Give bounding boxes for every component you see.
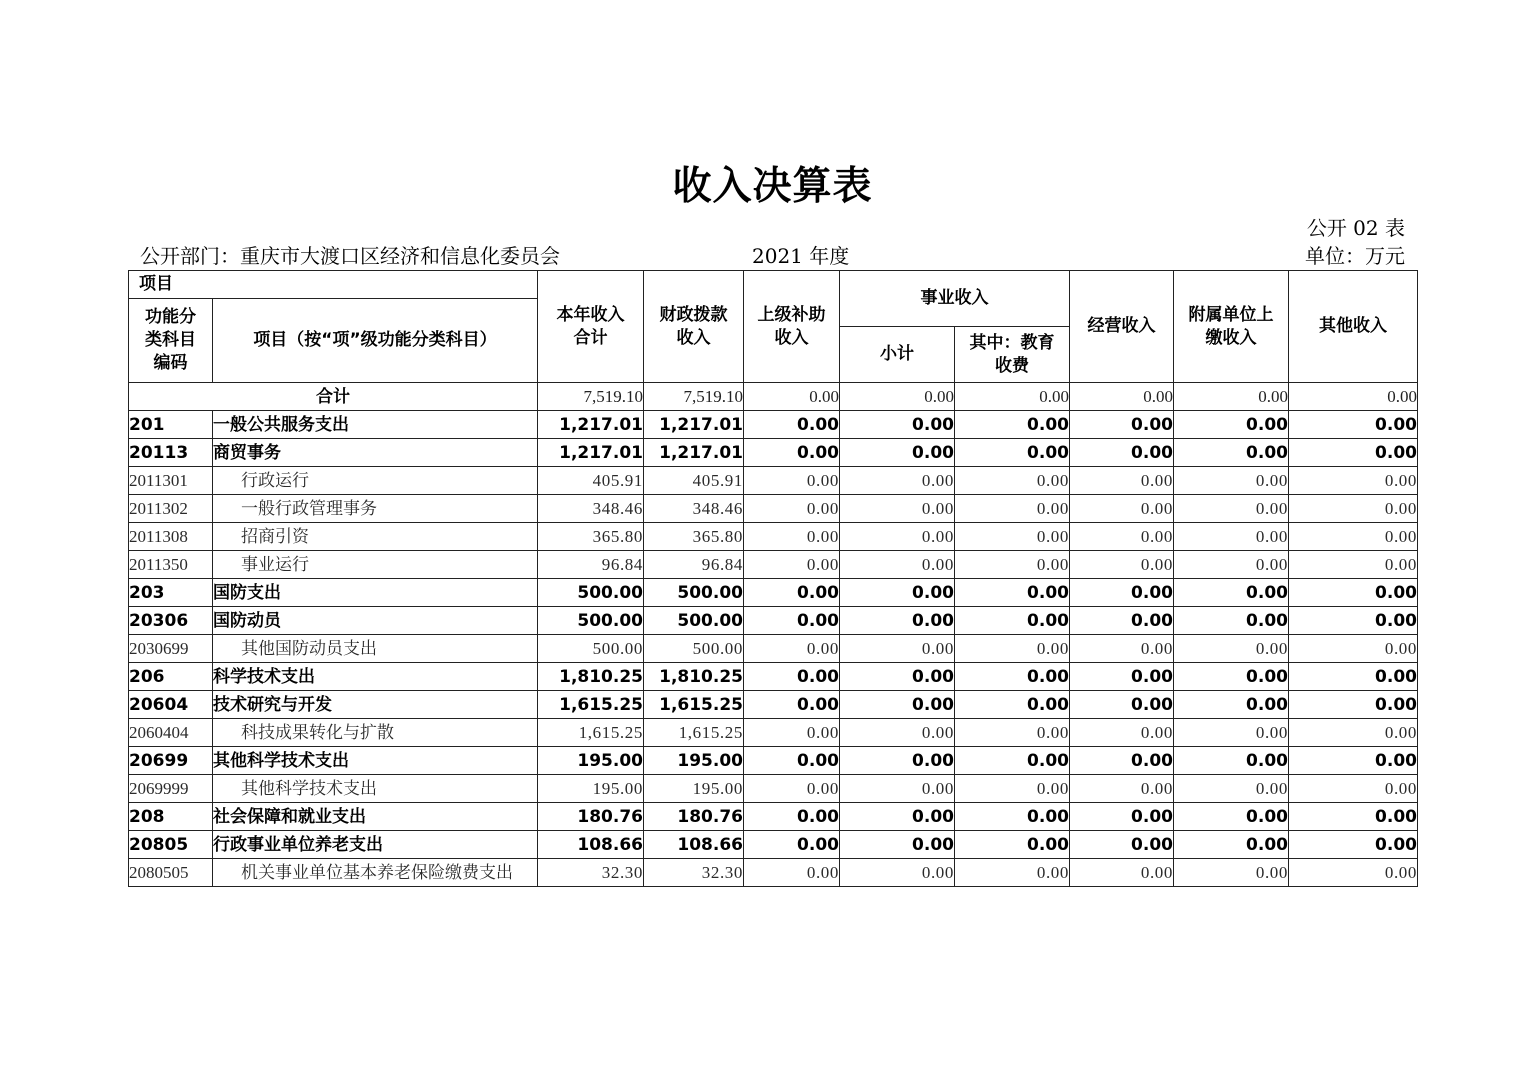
header-function-code-label: 功能分类科目编码 <box>145 307 196 373</box>
cell-total-income: 108.66 <box>538 831 644 859</box>
cell-affiliated-income: 0.00 <box>1174 467 1289 495</box>
cell-operating-income: 0.00 <box>1070 467 1174 495</box>
cell-affiliated-income: 0.00 <box>1174 607 1289 635</box>
cell-other-income: 0.00 <box>1289 747 1418 775</box>
table-row <box>129 691 1418 719</box>
cell-operating-income: 0.00 <box>1070 439 1174 467</box>
row-code: 206 <box>129 663 213 691</box>
table-header <box>129 271 1418 383</box>
row-code: 2011308 <box>129 523 213 551</box>
row-name: 科技成果转化与扩散 <box>213 719 538 747</box>
cell-other-income: 0.00 <box>1289 803 1418 831</box>
cell-operating-income: 0.00 <box>1070 859 1174 887</box>
cell-operating-income: 0.00 <box>1070 607 1174 635</box>
cell-fiscal-allocation: 32.30 <box>644 859 744 887</box>
cell-business-subtotal: 0.00 <box>840 803 955 831</box>
cell-education-fees: 0.00 <box>955 831 1070 859</box>
cell-total-income: 1,615.25 <box>538 691 644 719</box>
cell-education-fees: 0.00 <box>955 719 1070 747</box>
cell-total-income: 1,615.25 <box>538 719 644 747</box>
cell-fiscal-allocation: 365.80 <box>644 523 744 551</box>
cell-business-subtotal: 0.00 <box>840 551 955 579</box>
table-row <box>129 467 1418 495</box>
cell-superior-subsidy: 0.00 <box>744 551 840 579</box>
department-label: 公开部门：重庆市大渡口区经济和信息化委员会 <box>140 244 560 268</box>
cell-business-subtotal: 0.00 <box>840 775 955 803</box>
row-name: 行政事业单位养老支出 <box>213 831 538 859</box>
income-table <box>128 270 1418 887</box>
cell-fiscal-allocation: 1,615.25 <box>644 719 744 747</box>
row-code: 2069999 <box>129 775 213 803</box>
cell-other-income: 0.00 <box>1289 551 1418 579</box>
cell-superior-subsidy: 0.00 <box>744 607 840 635</box>
row-name: 一般公共服务支出 <box>213 411 538 439</box>
cell-operating-income: 0.00 <box>1070 747 1174 775</box>
row-code: 2030699 <box>129 635 213 663</box>
cell-affiliated-income: 0.00 <box>1174 719 1289 747</box>
fiscal-year: 2021 年度 <box>752 244 850 268</box>
cell-other-income: 0.00 <box>1289 775 1418 803</box>
cell-business-subtotal: 0.00 <box>840 439 955 467</box>
row-code: 208 <box>129 803 213 831</box>
row-code: 2011350 <box>129 551 213 579</box>
cell-education-fees: 0.00 <box>955 551 1070 579</box>
row-name: 商贸事务 <box>213 439 538 467</box>
cell-fiscal-allocation: 96.84 <box>644 551 744 579</box>
cell-affiliated-income: 0.00 <box>1174 775 1289 803</box>
cell-business-subtotal: 0.00 <box>840 719 955 747</box>
header-operating-income: 经营收入 <box>1070 271 1174 383</box>
cell-fiscal-allocation: 195.00 <box>644 747 744 775</box>
cell-operating-income: 0.00 <box>1070 411 1174 439</box>
cell-operating-income: 0.00 <box>1070 831 1174 859</box>
cell-superior-subsidy: 0.00 <box>744 803 840 831</box>
cell-education-fees: 0.00 <box>955 495 1070 523</box>
cell-fiscal-allocation: 1,615.25 <box>644 691 744 719</box>
cell-fiscal-allocation: 500.00 <box>644 635 744 663</box>
table-row <box>129 551 1418 579</box>
cell-business-subtotal: 0.00 <box>840 831 955 859</box>
cell-fiscal-allocation: 180.76 <box>644 803 744 831</box>
table-row <box>129 523 1418 551</box>
cell-other-income: 0.00 <box>1289 691 1418 719</box>
header-other-income: 其他收入 <box>1289 271 1418 383</box>
header-superior-subsidy-label: 上级补助收入 <box>757 304 826 348</box>
cell-education-fees: 0.00 <box>955 859 1070 887</box>
header-total-income <box>538 271 644 383</box>
cell-business-subtotal: 0.00 <box>840 579 955 607</box>
cell-other-income: 0.00 <box>1289 411 1418 439</box>
row-code: 20113 <box>129 439 213 467</box>
cell-education-fees: 0.00 <box>955 635 1070 663</box>
row-code: 2080505 <box>129 859 213 887</box>
cell-education-fees: 0.00 <box>955 411 1070 439</box>
cell-fiscal-allocation: 1,217.01 <box>644 439 744 467</box>
cell-fiscal-allocation: 1,810.25 <box>644 663 744 691</box>
cell-superior-subsidy: 0.00 <box>744 635 840 663</box>
row-name: 其他科学技术支出 <box>213 775 538 803</box>
cell-total-income: 500.00 <box>538 579 644 607</box>
cell-affiliated-income: 0.00 <box>1174 831 1289 859</box>
cell-other-income: 0.00 <box>1289 439 1418 467</box>
cell-business-subtotal: 0.00 <box>840 411 955 439</box>
row-name: 招商引资 <box>213 523 538 551</box>
cell-superior-subsidy: 0.00 <box>744 439 840 467</box>
row-name: 事业运行 <box>213 551 538 579</box>
cell-operating-income: 0.00 <box>1070 663 1174 691</box>
table-row <box>129 775 1418 803</box>
cell-affiliated-income: 0.00 <box>1174 383 1289 411</box>
cell-business-subtotal: 0.00 <box>840 859 955 887</box>
cell-total-income: 180.76 <box>538 803 644 831</box>
cell-superior-subsidy: 0.00 <box>744 579 840 607</box>
table-row <box>129 635 1418 663</box>
cell-affiliated-income: 0.00 <box>1174 439 1289 467</box>
cell-business-subtotal: 0.00 <box>840 691 955 719</box>
cell-business-subtotal: 0.00 <box>840 607 955 635</box>
row-code: 203 <box>129 579 213 607</box>
row-name: 行政运行 <box>213 467 538 495</box>
cell-total-income: 365.80 <box>538 523 644 551</box>
row-name: 国防动员 <box>213 607 538 635</box>
cell-operating-income: 0.00 <box>1070 691 1174 719</box>
cell-education-fees: 0.00 <box>955 747 1070 775</box>
cell-affiliated-income: 0.00 <box>1174 635 1289 663</box>
cell-superior-subsidy: 0.00 <box>744 775 840 803</box>
table-row <box>129 859 1418 887</box>
header-affiliated-income-label: 附属单位上缴收入 <box>1188 304 1274 348</box>
cell-education-fees: 0.00 <box>955 607 1070 635</box>
cell-business-subtotal: 0.00 <box>840 467 955 495</box>
cell-operating-income: 0.00 <box>1070 383 1174 411</box>
row-name: 技术研究与开发 <box>213 691 538 719</box>
cell-total-income: 405.91 <box>538 467 644 495</box>
cell-fiscal-allocation: 1,217.01 <box>644 411 744 439</box>
cell-business-subtotal: 0.00 <box>840 635 955 663</box>
cell-total-income: 96.84 <box>538 551 644 579</box>
table-body <box>129 383 1418 887</box>
row-name: 科学技术支出 <box>213 663 538 691</box>
cell-business-subtotal: 0.00 <box>840 747 955 775</box>
cell-other-income: 0.00 <box>1289 579 1418 607</box>
table-row <box>129 747 1418 775</box>
cell-operating-income: 0.00 <box>1070 635 1174 663</box>
header-business-subtotal: 小计 <box>840 327 955 383</box>
cell-affiliated-income: 0.00 <box>1174 859 1289 887</box>
cell-total-income: 348.46 <box>538 495 644 523</box>
table-number: 公开 02 表 <box>1306 216 1405 240</box>
cell-operating-income: 0.00 <box>1070 523 1174 551</box>
table-row <box>129 411 1418 439</box>
cell-operating-income: 0.00 <box>1070 775 1174 803</box>
cell-education-fees: 0.00 <box>955 775 1070 803</box>
cell-fiscal-allocation: 405.91 <box>644 467 744 495</box>
cell-operating-income: 0.00 <box>1070 551 1174 579</box>
table-row <box>129 579 1418 607</box>
cell-fiscal-allocation: 500.00 <box>644 607 744 635</box>
table-row <box>129 719 1418 747</box>
total-row <box>129 383 1418 411</box>
cell-total-income: 32.30 <box>538 859 644 887</box>
cell-superior-subsidy: 0.00 <box>744 467 840 495</box>
cell-superior-subsidy: 0.00 <box>744 495 840 523</box>
table-row <box>129 439 1418 467</box>
cell-education-fees: 0.00 <box>955 691 1070 719</box>
row-name: 其他科学技术支出 <box>213 747 538 775</box>
table-row <box>129 663 1418 691</box>
row-code: 20306 <box>129 607 213 635</box>
cell-affiliated-income: 0.00 <box>1174 411 1289 439</box>
cell-superior-subsidy: 0.00 <box>744 859 840 887</box>
cell-operating-income: 0.00 <box>1070 579 1174 607</box>
table-row <box>129 803 1418 831</box>
cell-total-income: 195.00 <box>538 775 644 803</box>
cell-other-income: 0.00 <box>1289 383 1418 411</box>
cell-superior-subsidy: 0.00 <box>744 411 840 439</box>
cell-affiliated-income: 0.00 <box>1174 691 1289 719</box>
row-name: 国防支出 <box>213 579 538 607</box>
cell-fiscal-allocation: 348.46 <box>644 495 744 523</box>
cell-education-fees: 0.00 <box>955 467 1070 495</box>
cell-business-subtotal: 0.00 <box>840 523 955 551</box>
header-education-fees-label: 其中：教育收费 <box>969 332 1055 376</box>
row-code: 201 <box>129 411 213 439</box>
cell-total-income: 1,217.01 <box>538 411 644 439</box>
cell-other-income: 0.00 <box>1289 663 1418 691</box>
row-code: 2060404 <box>129 719 213 747</box>
row-code: 2011302 <box>129 495 213 523</box>
cell-operating-income: 0.00 <box>1070 719 1174 747</box>
row-name: 机关事业单位基本养老保险缴费支出 <box>213 859 538 887</box>
header-total-income-label: 本年收入合计 <box>556 304 625 348</box>
cell-business-subtotal: 0.00 <box>840 383 955 411</box>
header-function-code <box>129 299 213 383</box>
cell-superior-subsidy: 0.00 <box>744 747 840 775</box>
total-label: 合计 <box>129 383 538 411</box>
header-business-income: 事业收入 <box>840 271 1070 327</box>
page-title: 收入决算表 <box>672 164 873 209</box>
cell-education-fees: 0.00 <box>955 579 1070 607</box>
cell-affiliated-income: 0.00 <box>1174 495 1289 523</box>
header-education-fees <box>955 327 1070 383</box>
cell-total-income: 7,519.10 <box>538 383 644 411</box>
header-project: 项目 <box>129 271 538 299</box>
cell-other-income: 0.00 <box>1289 831 1418 859</box>
cell-affiliated-income: 0.00 <box>1174 523 1289 551</box>
header-item-name: 项目（按“项”级功能分类科目） <box>213 299 538 383</box>
cell-total-income: 195.00 <box>538 747 644 775</box>
cell-operating-income: 0.00 <box>1070 495 1174 523</box>
cell-education-fees: 0.00 <box>955 383 1070 411</box>
row-code: 20699 <box>129 747 213 775</box>
header-affiliated-income <box>1174 271 1289 383</box>
cell-affiliated-income: 0.00 <box>1174 551 1289 579</box>
table-row <box>129 831 1418 859</box>
cell-other-income: 0.00 <box>1289 635 1418 663</box>
row-name: 一般行政管理事务 <box>213 495 538 523</box>
cell-affiliated-income: 0.00 <box>1174 663 1289 691</box>
cell-education-fees: 0.00 <box>955 663 1070 691</box>
cell-superior-subsidy: 0.00 <box>744 831 840 859</box>
row-name: 社会保障和就业支出 <box>213 803 538 831</box>
cell-total-income: 500.00 <box>538 607 644 635</box>
cell-business-subtotal: 0.00 <box>840 663 955 691</box>
cell-other-income: 0.00 <box>1289 859 1418 887</box>
cell-affiliated-income: 0.00 <box>1174 803 1289 831</box>
cell-superior-subsidy: 0.00 <box>744 691 840 719</box>
cell-other-income: 0.00 <box>1289 495 1418 523</box>
cell-superior-subsidy: 0.00 <box>744 719 840 747</box>
header-fiscal-allocation <box>644 271 744 383</box>
cell-education-fees: 0.00 <box>955 439 1070 467</box>
table-row <box>129 495 1418 523</box>
row-code: 2011301 <box>129 467 213 495</box>
cell-other-income: 0.00 <box>1289 523 1418 551</box>
unit-label: 单位：万元 <box>1305 244 1405 268</box>
cell-fiscal-allocation: 500.00 <box>644 579 744 607</box>
cell-affiliated-income: 0.00 <box>1174 579 1289 607</box>
cell-fiscal-allocation: 108.66 <box>644 831 744 859</box>
cell-superior-subsidy: 0.00 <box>744 663 840 691</box>
row-name: 其他国防动员支出 <box>213 635 538 663</box>
header-superior-subsidy <box>744 271 840 383</box>
cell-other-income: 0.00 <box>1289 607 1418 635</box>
table-row <box>129 607 1418 635</box>
cell-education-fees: 0.00 <box>955 523 1070 551</box>
cell-affiliated-income: 0.00 <box>1174 747 1289 775</box>
cell-other-income: 0.00 <box>1289 719 1418 747</box>
cell-other-income: 0.00 <box>1289 467 1418 495</box>
cell-total-income: 1,810.25 <box>538 663 644 691</box>
header-fiscal-allocation-label: 财政拨款收入 <box>659 304 728 348</box>
row-code: 20604 <box>129 691 213 719</box>
cell-fiscal-allocation: 195.00 <box>644 775 744 803</box>
row-code: 20805 <box>129 831 213 859</box>
cell-operating-income: 0.00 <box>1070 803 1174 831</box>
cell-total-income: 500.00 <box>538 635 644 663</box>
cell-business-subtotal: 0.00 <box>840 495 955 523</box>
cell-superior-subsidy: 0.00 <box>744 523 840 551</box>
cell-superior-subsidy: 0.00 <box>744 383 840 411</box>
cell-total-income: 1,217.01 <box>538 439 644 467</box>
cell-education-fees: 0.00 <box>955 803 1070 831</box>
cell-fiscal-allocation: 7,519.10 <box>644 383 744 411</box>
